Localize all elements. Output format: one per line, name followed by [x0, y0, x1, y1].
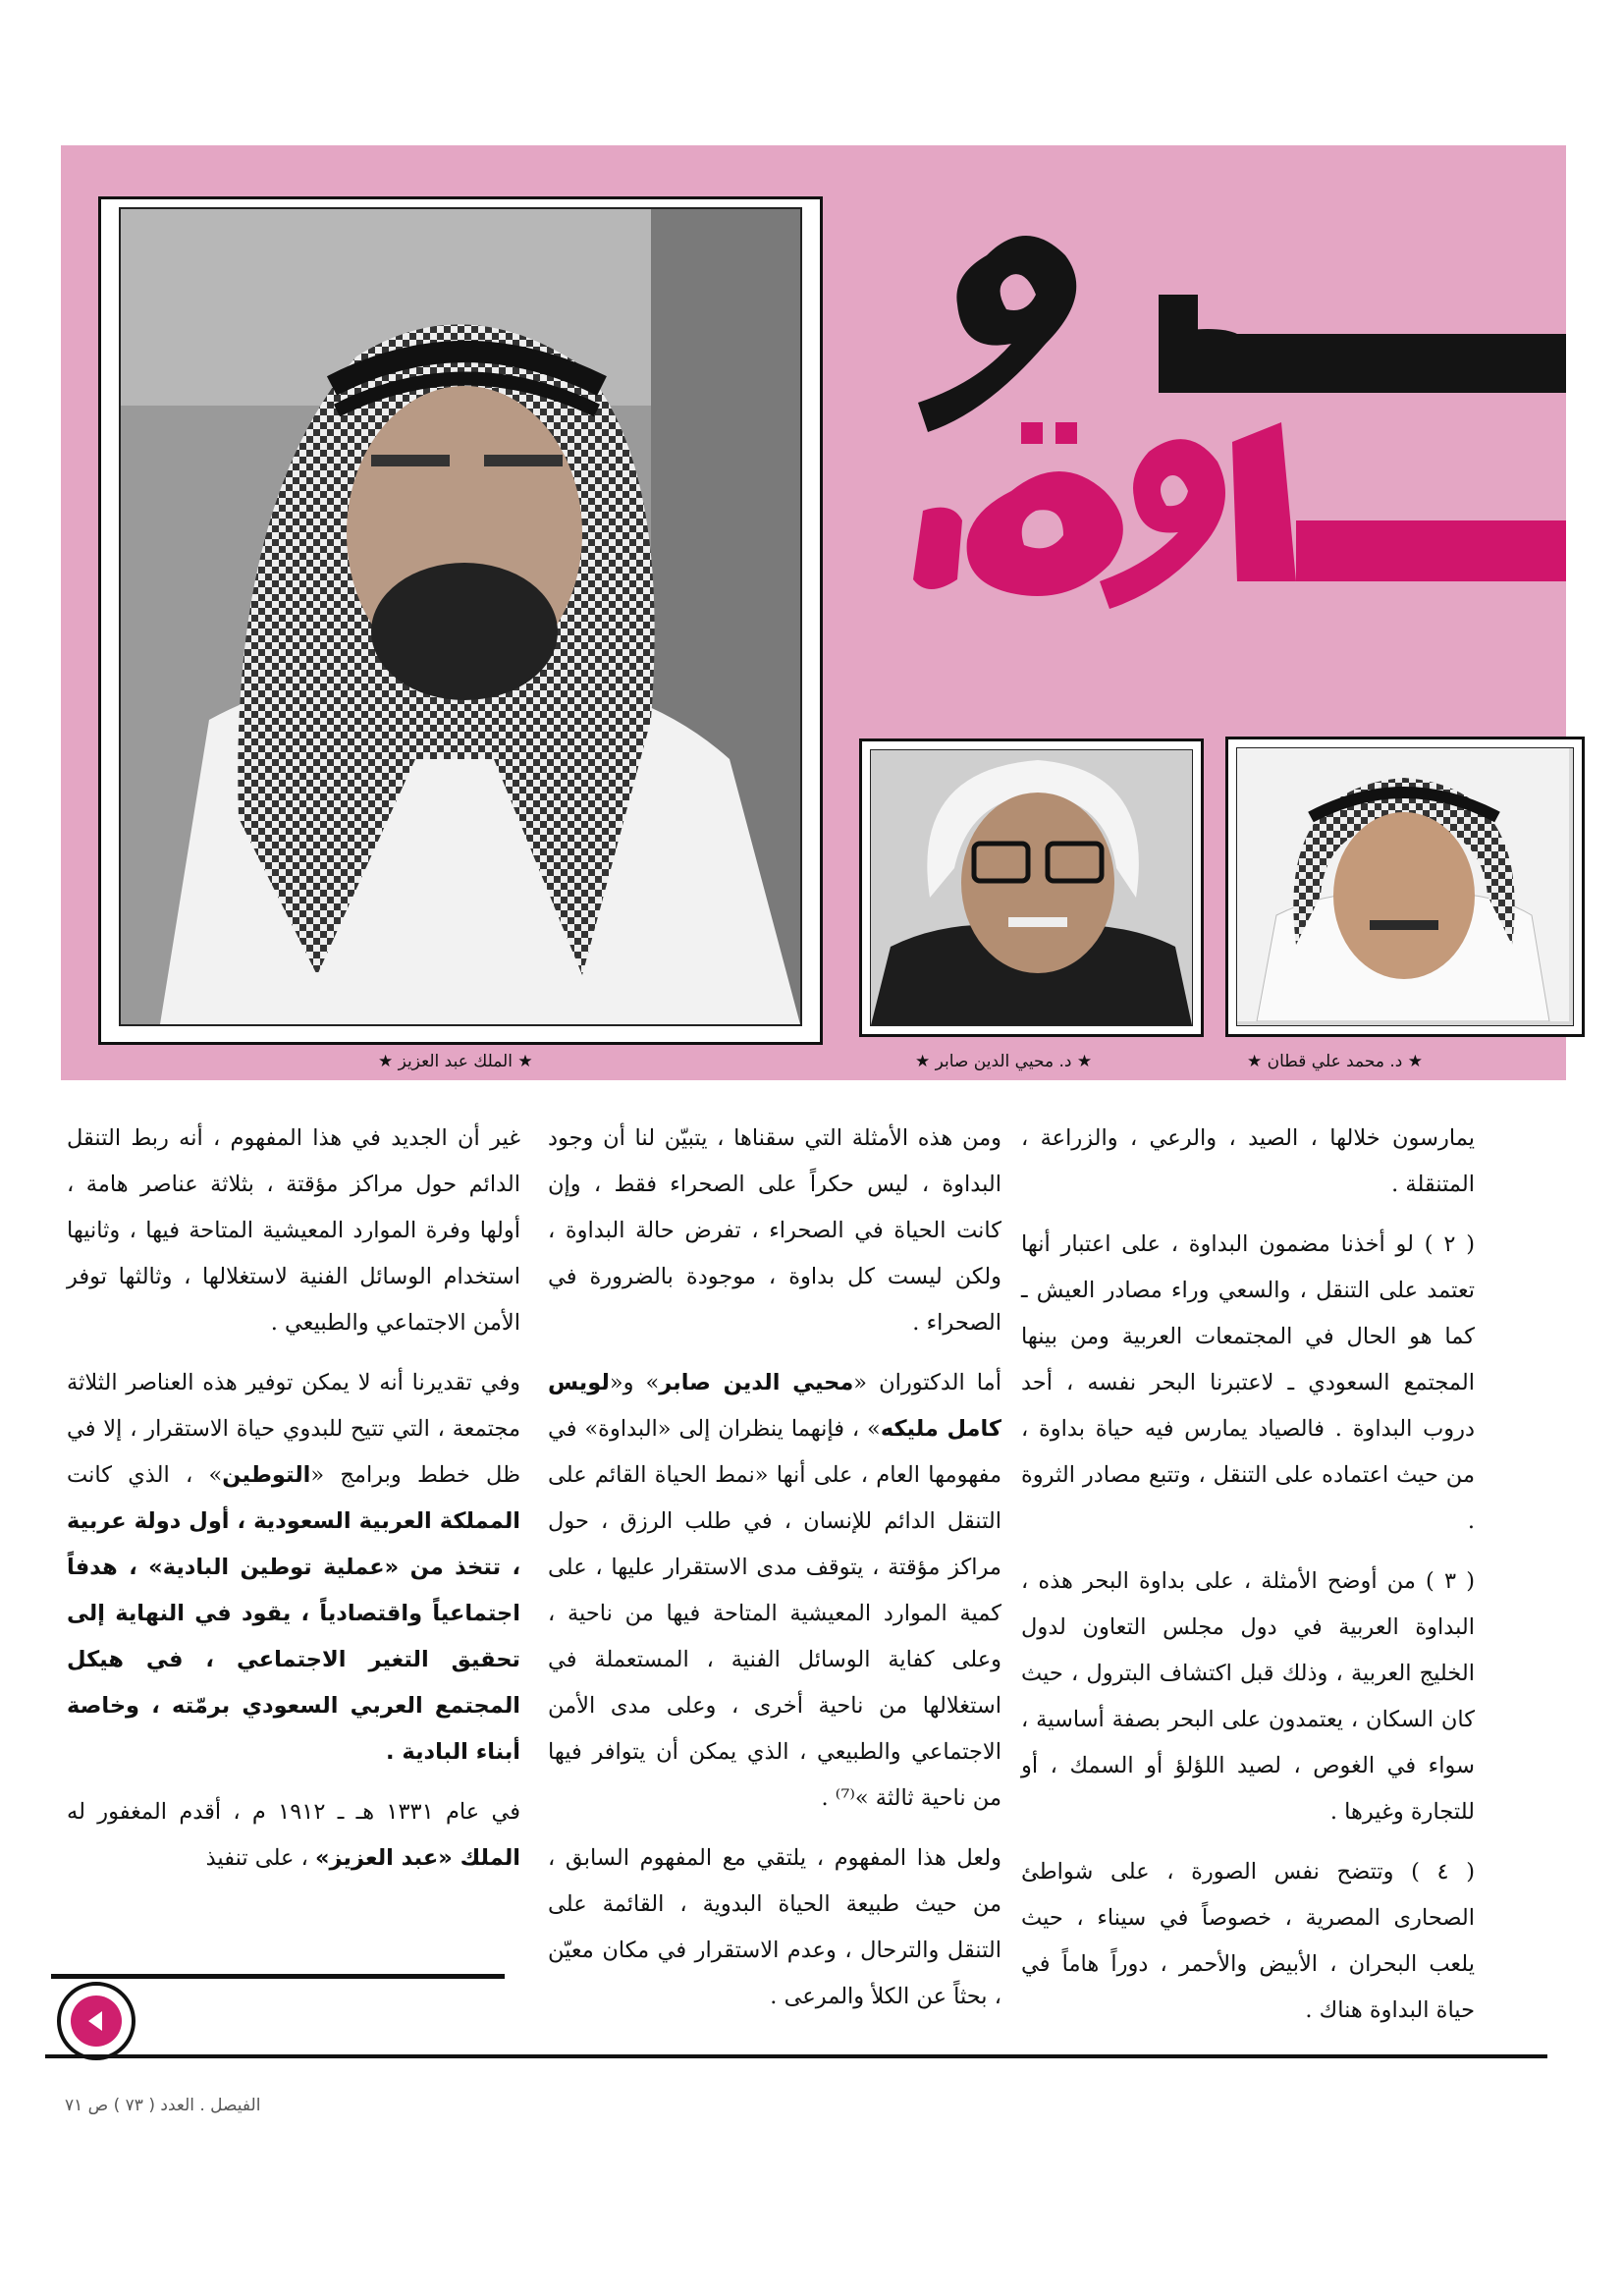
saber-photo: [859, 738, 1204, 1037]
paragraph: يمارسون خلالها ، الصيد ، والرعي ، والزراعة ، المتنقلة .: [1021, 1125, 1475, 1197]
paragraph: ولعل هذا المفهوم ، يلتقي مع المفهوم السابق ، من حيث طبيعة الحياة البدوية ، القائمة على التنقل والترحال ، وعدم الاستقرار في مكان معيّن ، بحثاً عن الكلأ والمرعى .: [548, 1845, 1001, 2009]
emphasis-tawteen: التوطين: [222, 1462, 311, 1488]
paragraph: ( ٤ ) وتتضح نفس الصورة ، على شواطئ الصحارى المصرية ، خصوصاً في سيناء ، حيث يلعب البحران ، الأبيض والأحمر ، دوراً هاماً في حياة البداوة هناك .: [1021, 1859, 1475, 2023]
text-run: في عام ١٣٣١ هـ ـ ١٩١٢ م ، أقدم المغفور له: [67, 1799, 520, 1825]
king-abdulaziz-photo: [98, 196, 823, 1045]
next-page-button[interactable]: [57, 1982, 135, 2060]
text-run: أما الدكتوران «: [853, 1370, 1001, 1395]
article-column-right: [1021, 1116, 1475, 2048]
arrow-left-icon: [88, 2011, 102, 2031]
page-footer: الفيصل . العدد ( ٧٣ ) ص ٧١: [65, 2096, 261, 2115]
title-calligraphy: [864, 196, 1566, 707]
caption-king: ★ الملك عبد العزيز ★: [378, 1052, 533, 1071]
text-run: » ، فإنهما ينظران إلى «البداوة» في مفهومها العام ، على أنها «نمط الحياة القائم على التنقل الدائم للإنسان ، في طلب الرزق ، حول مراكز مؤقتة ، يتوقف مدى الاستقرار عليها ، على كمية الموارد المعيشية المتاحة فيها من ناحية ، وعلى كفاية الوسائل الفنية ، المستعملة في استغلالها من ناحية أخرى ، وعلى مدى الأمن الاجتماعي والطبيعي ، الذي يمكن أن يتوافر فيها من ناحية ثالثة »⁽⁷⁾ .: [548, 1416, 1001, 1811]
author-name-malika: لويس كامل مليكه: [548, 1370, 1001, 1442]
text-run: وفي تقديرنا أنه لا يمكن توفير هذه العناصر الثلاثة مجتمعة ، التي تتيح للبدوي حياة الاستقرار ، إلا في ظل خطط وبرامج «: [67, 1370, 520, 1488]
caption-saber: ★ د. محيي الدين صابر ★: [915, 1052, 1093, 1071]
paragraph: [548, 1360, 1001, 1822]
king-portrait-illustration: [121, 209, 800, 1024]
paragraph: [67, 1360, 520, 1776]
paragraph: ومن هذه الأمثلة التي سقناها ، يتبيّن لنا أن وجود البداوة ، ليس حكراً على الصحراء فقط ، وإن كانت الحياة في الصحراء ، تفرض حالة البداوة ، ولكن ليست كل بداوة ، موجودة بالضرورة في الصحراء .: [548, 1125, 1001, 1336]
paragraph: [67, 1789, 520, 1882]
article-column-middle: [548, 1116, 1001, 2034]
column-end-rule: [51, 1974, 505, 1979]
qattan-portrait-illustration: [1237, 748, 1569, 1021]
article-title: [864, 196, 1566, 707]
paragraph: غير أن الجديد في هذا المفهوم ، أنه ربط التنقل الدائم حول مراكز مؤقتة ، بثلاثة عناصر هامة ، أولها وفرة الموارد المعيشية المتاحة فيها ، وثانيها استخدام الوسائل الفنية لاستغلالها ، وثالثها توفر الأمن الاجتماعي والطبيعي .: [67, 1125, 520, 1336]
article-column-left: [67, 1116, 520, 1895]
text-run: » ، الذي كانت: [67, 1462, 223, 1488]
emphasis-king-name: الملك «عبد العزيز»: [315, 1845, 520, 1871]
qattan-photo: [1225, 737, 1585, 1037]
caption-qattan: ★ د. محمد علي قطان ★: [1247, 1052, 1423, 1071]
qattan-portrait-image: [1236, 747, 1574, 1026]
footer-rule: [45, 2054, 1547, 2058]
text-run: ، على تنفيذ: [205, 1845, 316, 1871]
emphasis-kingdom: المملكة العربية السعودية ، أول دولة عربية ، تتخذ من «عملية توطين البادية» ، هدفاً اجتماعياً واقتصادياً ، يقود في النهاية إلى تحقيق التغير الاجتماعي ، في هيكل المجتمع العربي السعودي برمّته ، وخاصة أبناء البادية .: [67, 1508, 520, 1765]
saber-portrait-illustration: [871, 750, 1192, 1025]
king-portrait-image: [119, 207, 802, 1026]
paragraph: ( ٣ ) من أوضح الأمثلة ، على بداوة البحر هذه ، البداوة العربية في دول مجلس التعاون لدول الخليج العربية ، وذلك قبل اكتشاف البترول ، حيث كان السكان ، يعتمدون على البحر بصفة أساسية ، سواء في الغوص ، لصيد اللؤلؤ أو السمك ، أو للتجارة وغيرها .: [1021, 1568, 1475, 1825]
paragraph: ( ٢ ) لو أخذنا مضمون البداوة ، على اعتبار أنها تعتمد على التنقل ، والسعي وراء مصادر العيش ـ كما هو الحال في المجتمعات العربية ومن بينها المجتمع السعودي ـ لاعتبرنا البحر نفسه ، أحد دروب البداوة . فالصياد يمارس فيه حياة بداوة ، من حيث اعتماده على التنقل ، وتتبع مصادر الثروة .: [1021, 1231, 1475, 1534]
author-name-saber: محيي الدين صابر: [659, 1370, 854, 1395]
saber-portrait-image: [870, 749, 1193, 1026]
text-run: » و«: [609, 1370, 660, 1395]
